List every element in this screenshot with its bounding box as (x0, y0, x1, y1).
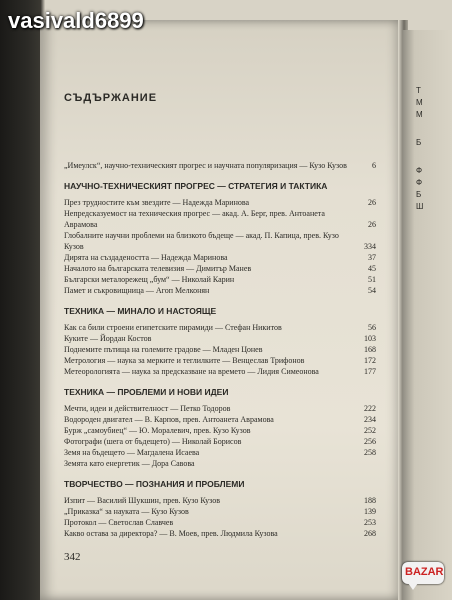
right-page-letter: Б (416, 190, 422, 199)
entry-page: 253 (364, 518, 376, 527)
entry-title: „Приказка“ за науката — Кузо Кузов (64, 507, 189, 516)
toc-entry (64, 366, 376, 377)
toc-title: СЪДЪРЖАНИЕ (64, 92, 158, 104)
entry-page: 37 (368, 253, 376, 262)
entry-page: 139 (364, 507, 376, 516)
right-page-letter: Ф (416, 178, 423, 187)
toc-section-heading: ТВОРЧЕСТВО — ПОЗНАНИЯ И ПРОБЛЕМИ (64, 479, 245, 489)
toc-entry (64, 355, 376, 366)
entry-title: Поднемите пътища на големите градове — Младен Цонев (64, 345, 263, 354)
toc-section-heading: ТЕХНИКА — МИНАЛО И НАСТОЯЩЕ (64, 306, 217, 316)
toc-section-heading: ТЕХНИКА — ПРОБЛЕМИ И НОВИ ИДЕИ (64, 387, 229, 397)
entry-title: Метеорологията — наука за предсказване на времето — Лидия Симеонова (64, 367, 319, 376)
toc-intro-entry (64, 160, 376, 171)
right-page-letter: Б (416, 138, 422, 147)
right-page-letter: Т (416, 86, 421, 95)
entry-page: 234 (364, 415, 376, 424)
right-page-letter: Ш (416, 202, 424, 211)
toc-entry (64, 506, 376, 517)
seller-watermark: vasivald6899 (8, 8, 144, 33)
entry-page: 172 (364, 356, 376, 365)
page-number: 342 (64, 551, 81, 563)
logo-text: BAZAR (405, 566, 444, 578)
toc-section-heading: НАУЧНО-ТЕХНИЧЕСКИЯТ ПРОГРЕС — СТРАТЕГИЯ И ТАКТИКА (64, 181, 328, 191)
entry-page: 54 (368, 286, 376, 295)
bazar-logo (402, 562, 446, 594)
table-of-contents (64, 92, 376, 539)
entry-page: 222 (364, 404, 376, 413)
right-page-letter: Ф (416, 166, 423, 175)
toc-entry (64, 528, 376, 539)
toc-entry (64, 458, 376, 469)
toc-entry (64, 285, 376, 296)
toc-entry (64, 274, 376, 285)
toc-entry (64, 197, 376, 208)
toc-entry (64, 403, 376, 414)
right-page-letter: М (416, 98, 423, 107)
entry-page: 26 (368, 220, 376, 229)
right-page-fragment (416, 86, 423, 214)
entry-page: 51 (368, 275, 376, 284)
entry-page: 103 (364, 334, 376, 343)
right-page-letter: М (416, 110, 423, 119)
entry-title: Куките — Йордан Костов (64, 334, 152, 343)
toc-entry (64, 495, 376, 506)
entry-page: 56 (368, 323, 376, 332)
entry-title: Мечти, идеи и действителност — Петко Тодоров (64, 404, 231, 413)
entry-page: 177 (364, 367, 376, 376)
entry-title: Изпит — Василий Шукшин, прев. Кузо Кузов (64, 496, 221, 505)
entry-page: 168 (364, 345, 376, 354)
entry-page: 26 (368, 198, 376, 207)
entry-title: „Имеулск“, научно-техническият прогрес и научната популяризация — Кузо Кузов (64, 161, 347, 170)
entry-title: Метрология — наука за мерките и теглилките — Венцеслав Трифонов (64, 356, 305, 365)
entry-title: Дирята на създадеността — Надежда Маринова (64, 253, 228, 262)
entry-page: 334 (364, 242, 376, 251)
toc-entry (64, 425, 376, 436)
toc-entry (64, 447, 376, 458)
toc-entry (64, 230, 376, 252)
entry-title: Български металорежещ „бум“ — Николай Карин (64, 275, 235, 284)
entry-page: 258 (364, 448, 376, 457)
toc-entry (64, 414, 376, 425)
entry-title: Земята като енергетик — Дора Савова (64, 459, 195, 468)
entry-title: Какво остава за директора? — В. Моев, прев. Людмила Кузова (64, 529, 278, 538)
entry-title: Как са били строени египетските пирамиди — Стефан Никитов (64, 323, 282, 332)
toc-entry (64, 252, 376, 263)
entry-page: 268 (364, 529, 376, 538)
entry-title: През трудностите към звездите — Надежда Маринова (64, 198, 250, 207)
entry-page: 252 (364, 426, 376, 435)
entry-title: Фотографи (шега от бъдещето) — Николай Борисов (64, 437, 242, 446)
toc-sections (64, 181, 376, 539)
entry-title: Водороден двигател — В. Карпов, прев. Антоанета Аврамова (64, 415, 274, 424)
toc-entry (64, 322, 376, 333)
entry-title: Памет и съкровищница — Агоп Мелконян (64, 286, 210, 295)
entry-page: 6 (372, 161, 376, 170)
book-page-right (402, 30, 452, 600)
entry-title: Бурж „самоубиец“ — Ю. Моралевич, прев. Кузо Кузов (64, 426, 251, 435)
entry-title: Началото на българската телевизия — Димитър Манев (64, 264, 252, 273)
entry-page: 45 (368, 264, 376, 273)
entry-title: Непредсказуемост на техническия прогрес — акад. А. Берг, прев. Антоанета Аврамова (64, 209, 325, 229)
toc-entry (64, 333, 376, 344)
toc-entry (64, 208, 376, 230)
toc-entry (64, 344, 376, 355)
entry-title: Глобалните научни проблеми на близкото бъдеще — акад. П. Капица, прев. Кузо Кузов (64, 231, 339, 251)
entry-page: 188 (364, 496, 376, 505)
entry-title: Протокол — Светослав Славчев (64, 518, 174, 527)
toc-entry (64, 263, 376, 274)
toc-entry (64, 517, 376, 528)
entry-title: Земя на бъдещето — Магдалена Исаева (64, 448, 200, 457)
entry-page: 256 (364, 437, 376, 446)
toc-entry (64, 436, 376, 447)
